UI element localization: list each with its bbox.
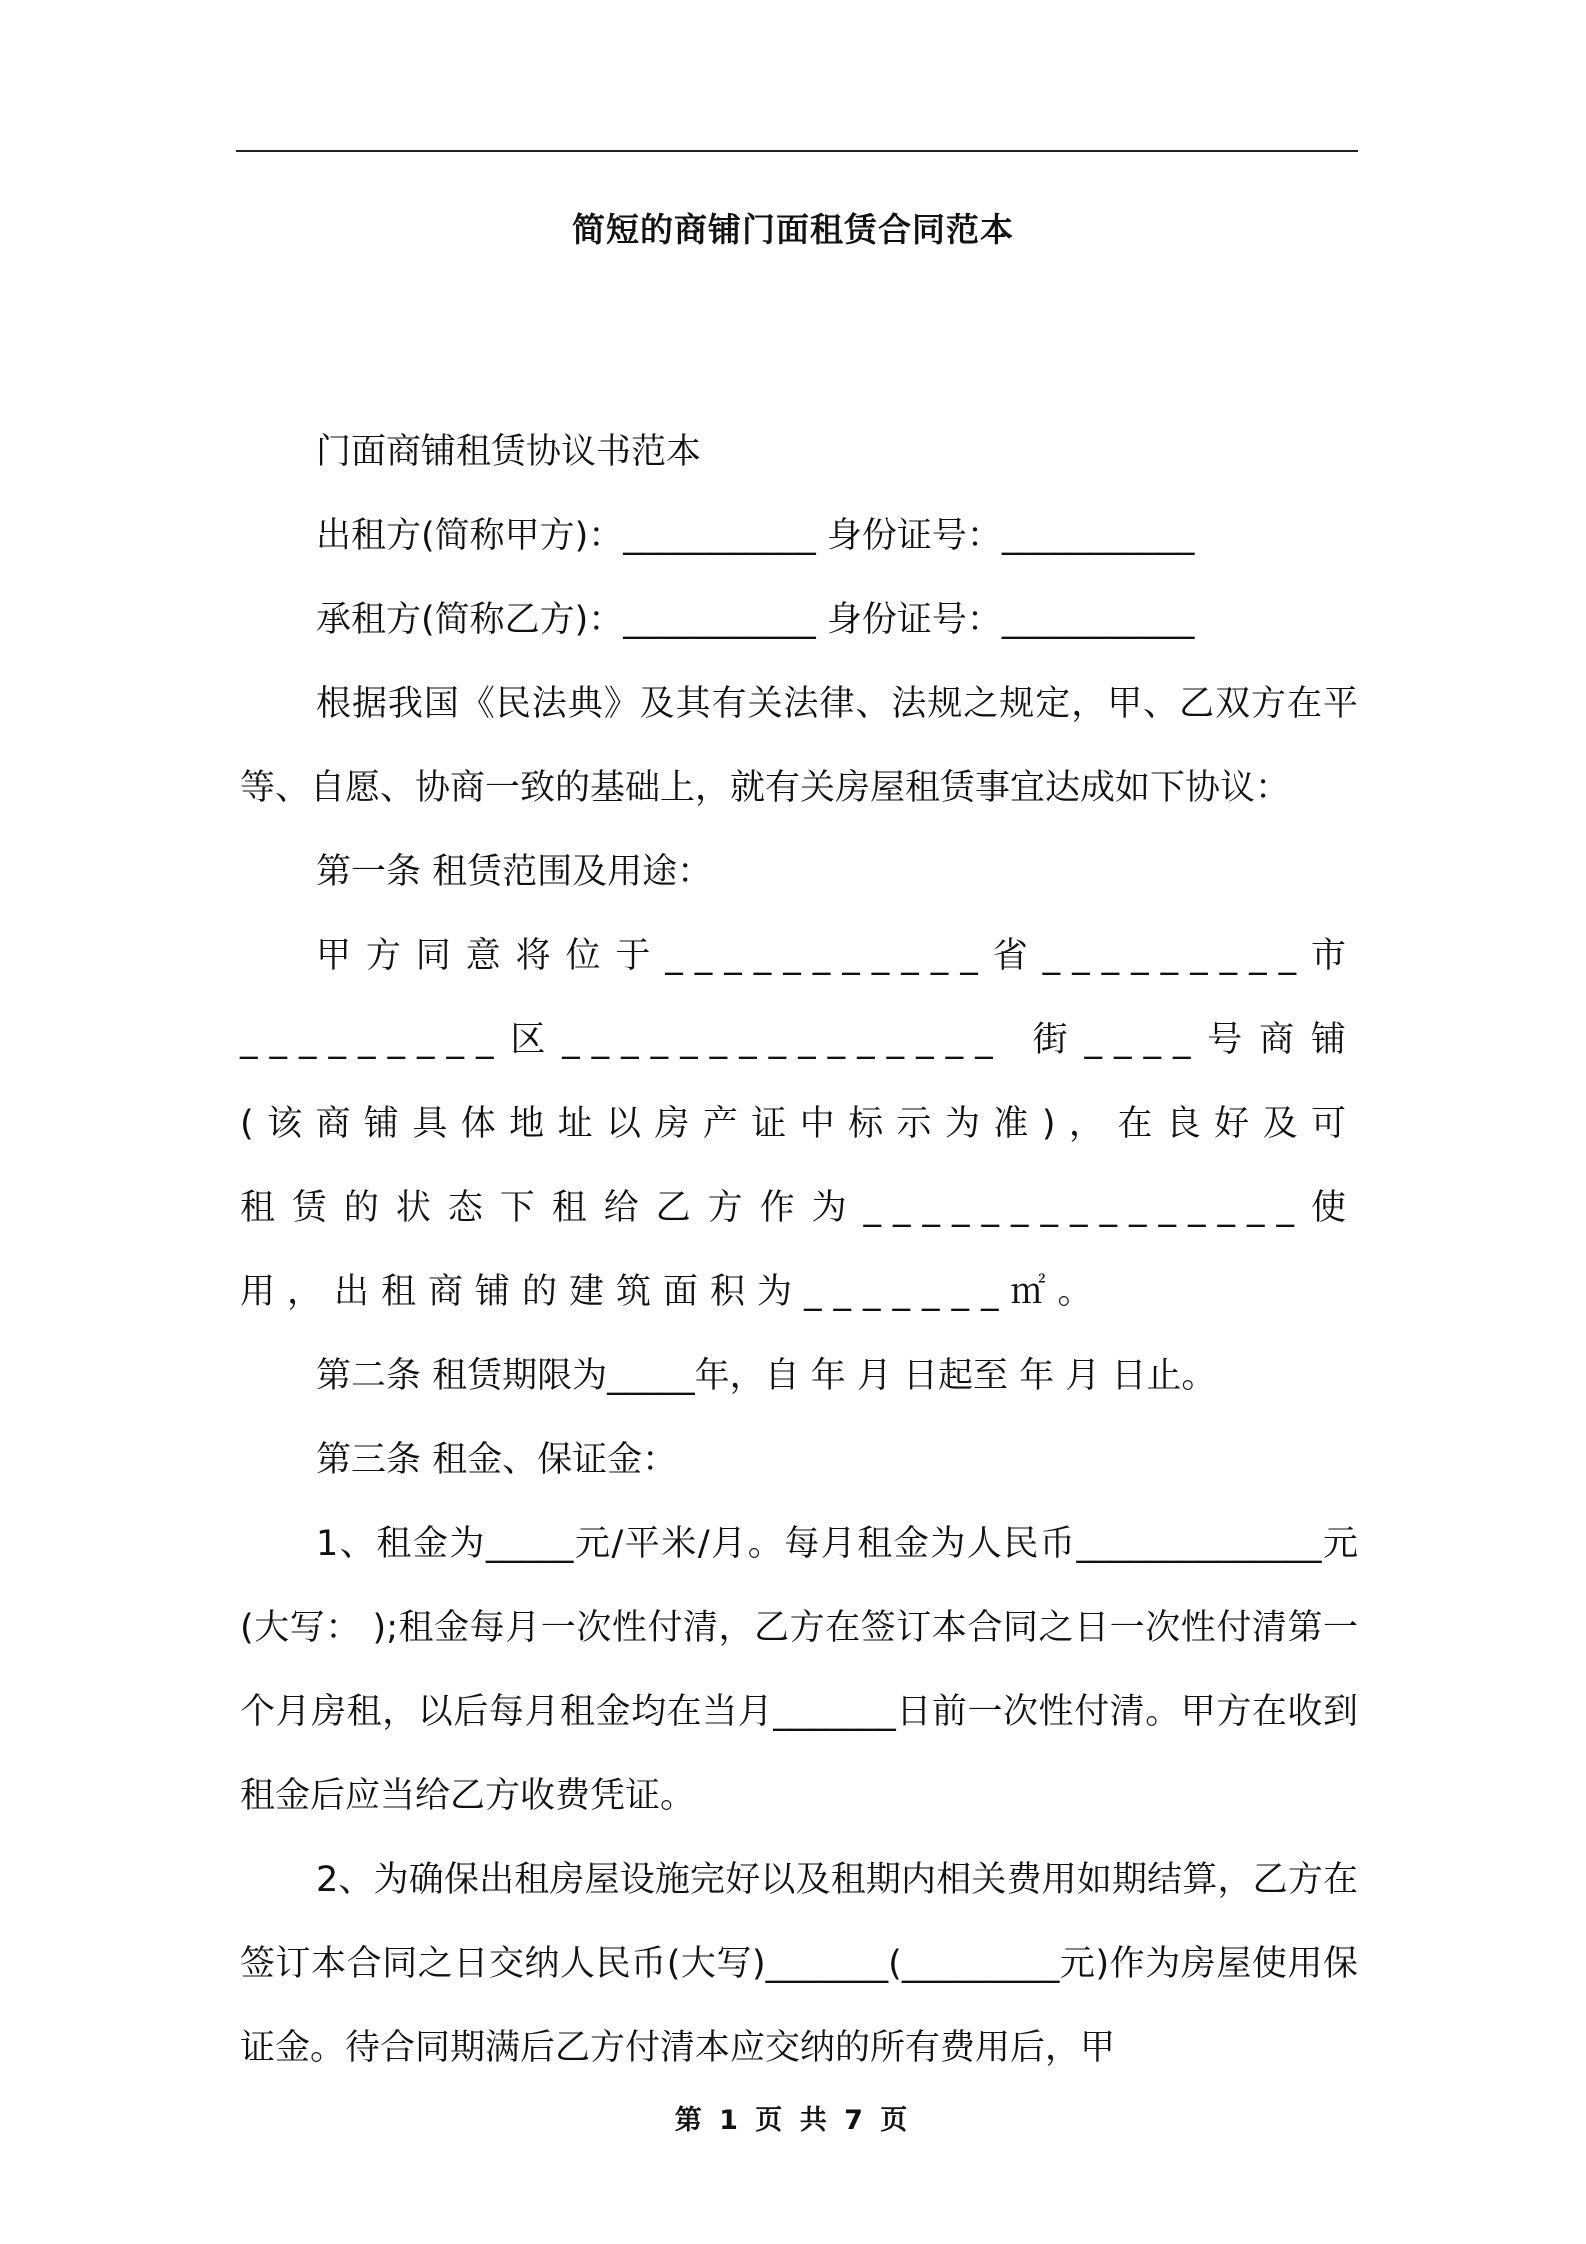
agreement-subtitle: 门面商铺租赁协议书范本 [316,432,702,472]
preamble-paragraph: 根据我国《民法典》及其有关法律、法规之规定，甲、乙双方在平等、自愿、协商一致的基础上，就有关房屋租赁事宜达成如下协议： [240,684,1358,808]
article-2-line: 第二条 租赁期限为_____年，自 年 月 日起至 年 月 日止。 [316,1356,1217,1396]
document-body [240,410,1358,2090]
article-3-heading: 第三条 租金、保证金： [316,1440,678,1480]
lessee-line: 承租方(简称乙方)：___________ 身份证号：___________ [316,600,1195,640]
article-1-body: 甲方同意将位于___________省_________市_________区_______________ 街____号商铺(该商铺具体地址以房产证中标示为准)，在良好及可租赁的状态下租给乙方作为_______________使用，出租商铺的建筑面积为_______㎡。 [240,936,1358,1312]
article-3-item-2: 2、为确保出租房屋设施完好以及租期内相关费用如期结算，乙方在签订本合同之日交纳人民币(大写)_______(_________元)作为房屋使用保证金。待合同期满后乙方付清本应交纳的所有费用后，甲 [240,1860,1358,2068]
document-title: 简短的商铺门面租赁合同范本 [572,210,1014,249]
header-rule [236,150,1358,152]
article-3-item-1: 1、租金为_____元/平米/月。每月租金为人民币______________元(大写： );租金每月一次性付清，乙方在签订本合同之日一次性付清第一个月房租，以后每月租金均在当月_______日前一次性付清。甲方在收到租金后应当给乙方收费凭证。 [240,1524,1358,1816]
page-number: 第 1 页 共 7 页 [674,2105,912,2136]
lessor-line: 出租方(简称甲方)：___________ 身份证号：___________ [316,516,1195,556]
article-1-heading: 第一条 租赁范围及用途： [316,852,713,892]
